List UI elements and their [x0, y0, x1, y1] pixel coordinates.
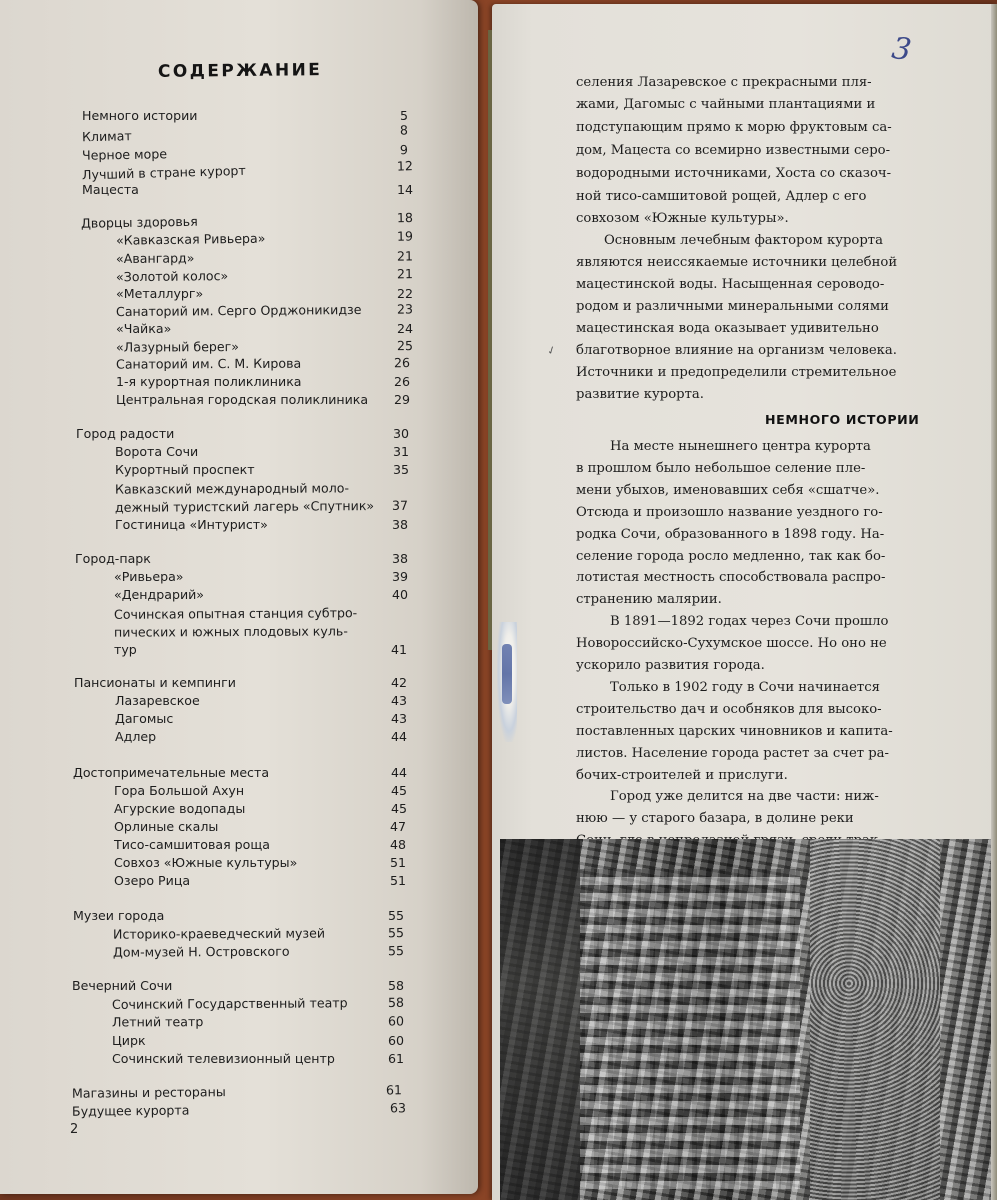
history-line: Город уже делится на две части: ниж-: [610, 789, 879, 805]
intro-line: Источники и предопределили стремительное: [576, 365, 897, 380]
toc-entry-page: 31: [393, 444, 410, 459]
toc-entry-label: Дворцы здоровья: [80, 213, 198, 231]
toc-entry-page: 48: [390, 837, 407, 852]
intro-line: водородными источниками, Хоста со сказоч-: [576, 166, 892, 181]
toc-entry-page: 35: [393, 462, 410, 477]
toc-entry-label: Санаторий им. Серго Орджоникидзе: [115, 301, 362, 320]
toc-entry-page: 22: [397, 286, 414, 301]
toc-entry-label: 1-я курортная поликлиника: [116, 374, 302, 389]
toc-entry-label: Историко-краеведческий музей: [112, 925, 326, 942]
toc-entry: [0, 1012, 478, 1032]
toc-entry: [0, 764, 478, 782]
toc-entry-page: 23: [396, 301, 414, 317]
toc-entry: [0, 977, 478, 995]
pencil-mark: ✓: [545, 342, 559, 359]
toc-entry-label: Санаторий им. С. М. Кирова: [115, 355, 302, 372]
toc-entry-label: Цирк: [112, 1033, 146, 1048]
toc-entry-label: Центральная городская поликлиника: [116, 392, 369, 407]
toc-entry-label: Тисо-самшитовая роща: [114, 837, 270, 852]
left-page: [0, 0, 478, 1194]
history-line: Отсюда и произошло название уездного го-: [576, 504, 883, 520]
toc-entry-page: 29: [394, 392, 411, 407]
intro-line: родом и различными минеральными солями: [576, 299, 889, 314]
intro-line: развитие курорта.: [576, 387, 704, 402]
toc-entry-label: Адлер: [115, 729, 157, 744]
history-line: странению малярии.: [576, 592, 722, 608]
toc-entry-label: тур: [114, 642, 137, 657]
history-line: родка Сочи, образованного в 1898 году. На-: [576, 526, 885, 542]
photo-road-band: [810, 839, 940, 1200]
toc-entry-label: «Кавказская Ривьера»: [115, 230, 266, 248]
toc-entry: [0, 550, 478, 568]
toc-entry-label: Дагомыс: [115, 711, 174, 726]
toc-entry: [0, 818, 478, 836]
toc-entry-page: 60: [388, 1033, 405, 1048]
toc-entry-page: 38: [392, 551, 409, 566]
page-number: 2: [70, 1122, 79, 1137]
toc-entry-label: Город радости: [76, 426, 175, 441]
history-line: поставленных царских чиновников и капита-: [576, 723, 893, 739]
toc-entry: [0, 854, 478, 872]
toc-entry-label: Дом-музей Н. Островского: [112, 943, 290, 960]
intro-line: Основным лечебным фактором курорта: [604, 233, 883, 248]
toc-entry: [0, 710, 478, 728]
toc-entry-label: Климат: [81, 128, 132, 145]
intro-line: являются неиссякаемые источники целебной: [576, 255, 898, 270]
toc-entry-page: 25: [396, 338, 414, 354]
history-line: в прошлом было небольшое селение пле-: [576, 460, 866, 476]
toc-entry-label: Музеи города: [73, 908, 165, 923]
toc-entry-page: 47: [390, 819, 407, 834]
toc-entry: [0, 496, 478, 517]
photo-roofs: [580, 869, 800, 1189]
intro-line: ной тисо-самшитовой рощей, Адлер с его: [576, 189, 867, 204]
toc-entry-label: Лазаревское: [115, 693, 200, 708]
toc-entry: [0, 782, 478, 800]
toc-entry-page: 39: [392, 569, 409, 584]
toc-entry: [0, 641, 478, 659]
toc-entry-label: Сочинская опытная станция субтро-: [113, 605, 358, 622]
toc-entry-page: 37: [391, 497, 409, 513]
toc-entry-page: 58: [387, 994, 405, 1010]
toc-entry-page: 5: [400, 108, 409, 123]
toc-entry: [0, 622, 478, 643]
intro-line: совхозом «Южные культуры».: [576, 211, 789, 226]
history-line: бочих-строителей и прислуги.: [576, 767, 788, 783]
toc-entry: [0, 1032, 478, 1050]
toc-entry-page: 38: [392, 517, 409, 532]
intro-line: подступающим прямо к морю фруктовым са-: [576, 120, 892, 135]
toc-entry: [0, 800, 478, 818]
toc-entry: [0, 516, 478, 534]
toc-entry-label: Сочинский Государственный театр: [111, 995, 348, 1012]
toc-entry-label: Летний театр: [111, 1014, 204, 1030]
toc-entry-label: Город-парк: [75, 551, 151, 566]
toc-entry-page: 21: [396, 248, 414, 264]
toc-entry-page: 8: [399, 122, 409, 138]
toc-entry: [0, 181, 478, 199]
toc-entry-page: 12: [396, 158, 414, 174]
toc-entry-label: Лучший в стране курорт: [81, 162, 246, 183]
toc-entry: [0, 1050, 478, 1068]
toc-entry-page: 63: [389, 1100, 407, 1116]
intro-line: мацестинская вода оказывает удивительно: [576, 321, 879, 336]
toc-entry-label: Озеро Рица: [114, 873, 191, 888]
toc-entry: [0, 300, 478, 322]
intro-line: дом, Мацеста со всемирно известными серо-: [576, 143, 891, 158]
toc-entry-label: Курортный проспект: [115, 462, 255, 477]
toc-list: [0, 0, 478, 1194]
toc-entry-page: 60: [387, 1013, 405, 1029]
toc-entry-page: 9: [399, 142, 409, 158]
toc-entry: [0, 872, 478, 890]
toc-entry-page: 21: [396, 266, 414, 282]
toc-entry: [0, 373, 478, 391]
history-line: В 1891—1892 годах через Сочи прошло: [610, 614, 889, 630]
history-line: листов. Население города растет за счет ра-: [576, 745, 889, 761]
toc-entry-page: 40: [392, 587, 409, 602]
toc-entry: [0, 354, 478, 375]
toc-entry-label: Черное море: [81, 146, 168, 163]
toc-entry-page: 18: [396, 209, 414, 226]
toc-entry-label: пических и южных плодовых куль-: [113, 623, 348, 640]
intro-line: селения Лазаревское с прекрасными пля-: [576, 75, 872, 90]
toc-entry-page: 24: [397, 321, 414, 336]
toc-entry-label: Вечерний Сочи: [72, 978, 173, 993]
photo-shadow-area: [500, 839, 580, 1200]
toc-entry-label: Орлиные скалы: [114, 819, 219, 834]
toc-entry-label: «Лазурный берег»: [115, 339, 240, 355]
toc-entry: [0, 568, 478, 586]
history-line: мени убыхов, именовавших себя «сшатче».: [576, 482, 880, 498]
toc-entry: [0, 461, 478, 479]
toc-entry-label: дежный туристский лагерь «Спутник»: [114, 498, 375, 515]
intro-line: мацестинской воды. Насыщенная сероводо-: [576, 277, 885, 292]
toc-title: СОДЕРЖАНИЕ: [157, 60, 323, 82]
toc-entry: [0, 836, 478, 854]
toc-entry-label: Гора Большой Ахун: [114, 783, 245, 798]
handwritten-page-number: 3: [889, 30, 914, 69]
toc-entry-label: Совхоз «Южные культуры»: [114, 855, 298, 870]
toc-entry: [0, 907, 478, 925]
toc-entry-page: 44: [391, 765, 408, 780]
toc-entry-label: Сочинский телевизионный центр: [112, 1051, 335, 1066]
toc-entry-page: 30: [393, 426, 410, 441]
toc-entry-label: Агурские водопады: [114, 801, 246, 816]
aerial-photo: [500, 839, 997, 1200]
toc-entry-label: «Чайка»: [116, 321, 172, 336]
toc-entry-label: «Металлург»: [116, 286, 204, 301]
toc-entry-page: 19: [396, 228, 414, 244]
toc-entry: [0, 391, 478, 409]
history-line: ускорило развития города.: [576, 658, 765, 673]
torn-paper-blue: [502, 644, 512, 704]
toc-entry-page: 45: [391, 783, 408, 798]
toc-entry: [0, 586, 478, 604]
toc-entry-page: 26: [393, 355, 411, 371]
toc-entry-page: 43: [391, 711, 408, 726]
history-line: нюю — у старого базара, в долине реки: [576, 811, 854, 827]
intro-line: жами, Дагомыс с чайными плантациями и: [576, 97, 876, 112]
toc-entry-label: Мацеста: [82, 182, 139, 197]
toc-entry-page: 41: [391, 642, 408, 657]
toc-entry-page: 42: [391, 675, 408, 690]
toc-entry-label: Пансионаты и кемпинги: [74, 675, 236, 690]
toc-entry-label: Кавказский международный моло-: [114, 480, 350, 497]
toc-entry-label: Ворота Сочи: [115, 444, 199, 459]
toc-entry-label: Гостиница «Интурист»: [115, 517, 268, 532]
toc-entry-page: 14: [397, 182, 414, 197]
toc-entry-page: 61: [385, 1082, 403, 1098]
toc-entry-page: 51: [390, 873, 407, 888]
history-line: Новороссийско-Сухумское шоссе. Но оно не: [576, 636, 887, 652]
toc-entry-label: «Дендрарий»: [114, 587, 205, 602]
toc-entry-label: «Ривьера»: [114, 569, 184, 584]
toc-entry-label: «Золотой колос»: [115, 268, 229, 285]
toc-entry-page: 51: [390, 855, 407, 870]
toc-entry-page: 61: [388, 1051, 405, 1066]
toc-entry-page: 58: [388, 978, 405, 993]
section-heading: НЕМНОГО ИСТОРИИ: [765, 412, 920, 427]
toc-entry-label: Магазины и рестораны: [71, 1084, 226, 1101]
toc-entry: [0, 443, 478, 461]
history-line: На месте нынешнего центра курорта: [610, 439, 871, 454]
intro-line: благотворное влияние на организм человека.: [576, 343, 897, 358]
toc-entry-label: Немного истории: [82, 108, 198, 123]
toc-entry-label: «Авангард»: [115, 250, 195, 267]
toc-entry: [0, 320, 478, 338]
toc-entry-page: 43: [391, 693, 408, 708]
toc-entry-page: 26: [394, 374, 411, 389]
history-line: селение города росло медленно, так как бо-: [576, 548, 886, 564]
toc-entry: [0, 674, 478, 692]
history-line: Только в 1902 году в Сочи начинается: [610, 679, 880, 695]
toc-entry: [0, 425, 478, 443]
toc-entry: [0, 942, 478, 963]
toc-entry: [0, 692, 478, 710]
toc-entry: [0, 728, 478, 746]
right-page: [492, 4, 997, 1200]
page-right-edge: [991, 4, 997, 1200]
toc-entry-page: 45: [391, 801, 408, 816]
toc-entry-page: 55: [387, 943, 405, 959]
toc-entry-label: Будущее курорта: [71, 1102, 190, 1119]
toc-entry-page: 55: [388, 908, 405, 923]
toc-entry: [0, 1098, 478, 1121]
history-line: строительство дач и особняков для высоко-: [576, 701, 882, 717]
toc-entry-page: 55: [387, 925, 405, 941]
toc-entry-page: 44: [391, 729, 408, 744]
history-line: лотистая местность способствовала распро-: [576, 570, 886, 586]
toc-entry-label: Достопримечательные места: [73, 765, 270, 780]
